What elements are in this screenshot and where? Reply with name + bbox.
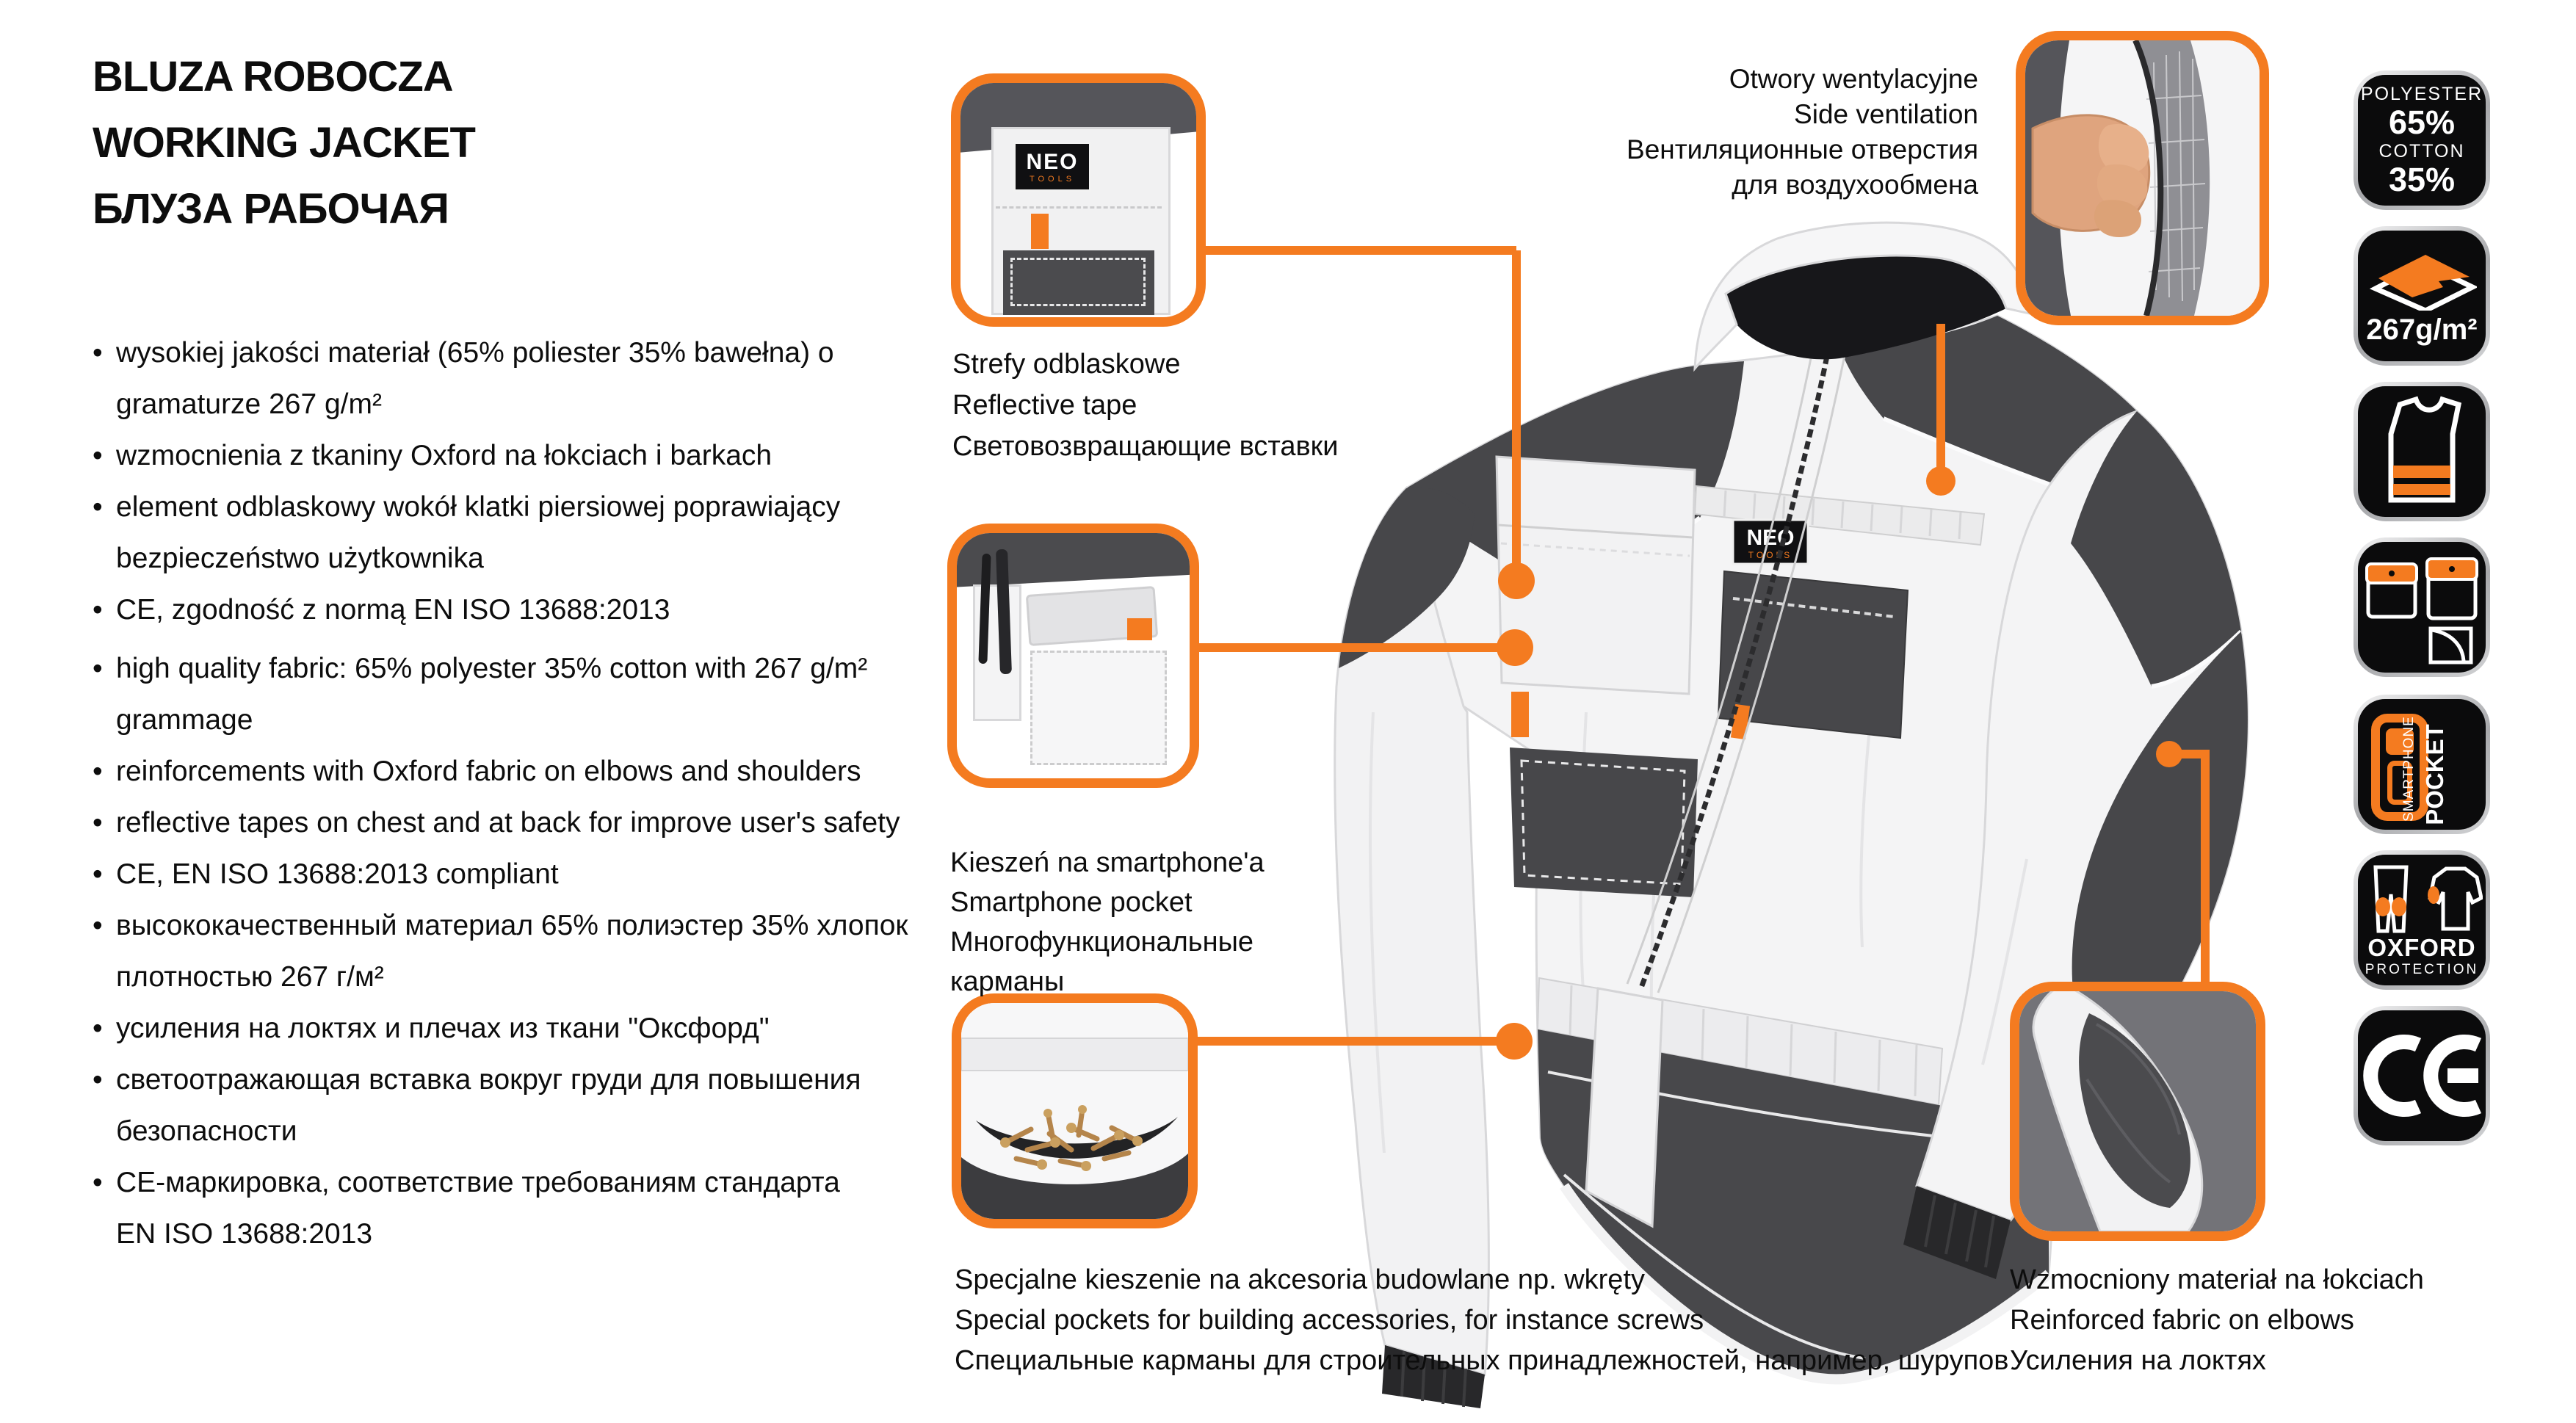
composition-material-2: COTTON [2378, 141, 2465, 162]
connector-reflective-h [1206, 246, 1516, 255]
feature-line: • высококачественный материал 65% полиэстер 35% хлопок [93, 900, 908, 952]
feature-line: • reflective tapes on chest and at back for improve user's safety [93, 797, 900, 849]
smartphone-badge-text [2401, 699, 2486, 830]
feature-line: • wzmocnienia z tkaniny Oxford na łokciach i barkach [93, 430, 840, 482]
feature-line: • element odblaskowy wokół klatki piersiowej poprawiający [93, 482, 840, 533]
badge-grammage [2354, 226, 2490, 366]
badge-composition [2354, 70, 2490, 210]
label-screws [955, 1260, 2008, 1381]
dark-patch-stitch [1010, 258, 1146, 306]
callout-screws-pocket [952, 993, 1198, 1228]
ce-mark-icon [2361, 1032, 2483, 1120]
badge-ce [2354, 1006, 2490, 1145]
features-english [93, 643, 900, 900]
smartphone-text-1: SMARTPHONE [2401, 716, 2417, 822]
feature-line: • CE-маркировка, соответствие требованиям стандарта [93, 1157, 908, 1209]
label-line-ru: Световозвращающие вставки [952, 431, 1339, 462]
label-line-ru: карманы [950, 966, 1065, 997]
neo-label-tools: TOOLS [1029, 175, 1076, 184]
label-line-ru: Многофункциональные [950, 927, 1254, 957]
smartphone-pocket-icon [2371, 714, 2428, 821]
oxford-text-1: OXFORD [2367, 934, 2476, 961]
oxford-text-2: PROTECTION [2365, 962, 2479, 977]
features-polish [93, 327, 840, 636]
feature-line: EN ISO 13688:2013 [116, 1218, 373, 1250]
label-line-en: Special pockets for building accessories, for instance screws [955, 1305, 1704, 1336]
label-line-ru: Специальные карманы для строительных принадлежностей, например, шурупов [955, 1345, 2009, 1376]
label-line-pl: Kieszeń na smartphone'a [950, 847, 1265, 878]
label-reflective [952, 344, 1339, 467]
label-line-en: Reflective tape [952, 390, 1137, 421]
label-elbows [2010, 1260, 2424, 1381]
feature-line: • high quality fabric: 65% polyester 35% cotton with 267 g/m² [93, 643, 900, 695]
fabric-sheet-icon [2367, 246, 2477, 311]
feature-line: • светоотражающая вставка вокруг груди для повышения [93, 1054, 908, 1106]
connector-elbow-v [2201, 754, 2210, 982]
connector-screws-h [1198, 1037, 1514, 1046]
smartphone-text-2: POCKET [2421, 724, 2449, 825]
neo-chest-tools: TOOLS [1748, 550, 1793, 560]
badge-vest-inner [2358, 386, 2486, 517]
feature-line: плотностью 267 г/м² [116, 961, 384, 993]
hand [2033, 115, 2149, 237]
feature-line: • reinforcements with Oxford fabric on elbows and shoulders [93, 746, 900, 797]
ventilation-scene [2025, 40, 2260, 316]
orange-tab [1511, 692, 1529, 737]
label-line-en: Reinforced fabric on elbows [2010, 1305, 2354, 1336]
anchor-dot-smartphone [1497, 629, 1533, 666]
label-line-pl: Wzmocniony materiał na łokciach [2010, 1264, 2424, 1295]
badge-composition-inner [2358, 75, 2486, 206]
neo-chest-text: NEO [1746, 526, 1795, 550]
neo-label [1013, 142, 1091, 192]
pockets-icon [2359, 546, 2484, 668]
title-line-ru: БЛУЗА РАБОЧАЯ [93, 185, 449, 233]
label-line-pl: Otwory wentylacyjne [1729, 64, 1978, 94]
hem-placket [1586, 988, 1663, 1226]
badge-oxford-inner [2358, 855, 2486, 985]
reflective-vest-icon [2375, 396, 2469, 507]
label-line-pl: Specjalne kieszenie na akcesoria budowlane np. wkręty [955, 1264, 1645, 1295]
elbow-scene [2019, 991, 2256, 1231]
feature-line: • CE, EN ISO 13688:2013 compliant [93, 849, 900, 900]
composition-pct-2: 35% [2388, 161, 2456, 198]
label-ventilation [1391, 62, 1978, 203]
composition-pct-1: 65% [2388, 104, 2456, 141]
callout-chest-pocket [951, 73, 1206, 327]
neo-label-text: NEO [1026, 150, 1079, 174]
connector-vent-v [1936, 324, 1945, 481]
label-line-ru: Усиления на локтях [2010, 1345, 2266, 1376]
feature-line: bezpieczeństwo użytkownika [116, 543, 484, 574]
badge-pockets [2354, 537, 2490, 677]
badge-smartphone-pocket [2354, 695, 2490, 834]
label-smartphone [950, 843, 1265, 1002]
label-line-pl: Strefy odblaskowe [952, 349, 1181, 380]
feature-line: • wysokiej jakości materiał (65% poliester 35% bawełna) o [93, 327, 840, 379]
feature-line: grammage [116, 704, 253, 736]
feature-line: • CE, zgodność z normą EN ISO 13688:2013 [93, 584, 840, 636]
anchor-dot-reflective [1498, 562, 1535, 599]
anchor-dot-vent [1926, 466, 1955, 496]
connector-reflective-v [1512, 250, 1521, 581]
badge-oxford [2354, 850, 2490, 990]
page-title [93, 44, 475, 242]
composition-material-1: POLYESTER [2360, 84, 2483, 104]
grammage-value: 267g/m² [2366, 313, 2478, 346]
badge-ce-inner [2358, 1010, 2486, 1141]
connector-smartphone-h [1199, 643, 1515, 652]
orange-tab [1031, 214, 1049, 249]
title-line-en: WORKING JACKET [93, 119, 475, 167]
feature-line: gramaturze 267 g/m² [116, 388, 382, 420]
smartphone-pocket-stitch [1030, 651, 1167, 765]
badge-grammage-inner [2358, 231, 2486, 361]
title-line-pl: BLUZA ROBOCZA [93, 53, 453, 101]
label-line-ru: для воздухообмена [1732, 170, 1978, 200]
callout-side-ventilation [2016, 31, 2269, 325]
screws-scene [961, 1003, 1188, 1219]
feature-line: • усиления на локтях и плечах из ткани "Оксфорд" [93, 1003, 908, 1054]
callout-smartphone-pocket [947, 524, 1199, 788]
anchor-dot-screws [1496, 1023, 1533, 1060]
callout-elbow [2010, 982, 2265, 1241]
feature-line: безопасности [116, 1115, 297, 1147]
badge-reflective-vest [2354, 382, 2490, 521]
badge-smartphone-inner [2358, 699, 2486, 830]
badge-pockets-inner [2358, 542, 2486, 673]
oxford-garments-icon [2361, 861, 2483, 935]
orange-tab [1127, 618, 1152, 640]
label-line-en: Side ventilation [1794, 99, 1978, 129]
label-line-ru: Вентиляционные отверстия [1627, 134, 1978, 164]
flap-stitch [996, 206, 1162, 209]
features-russian [93, 900, 908, 1260]
label-line-en: Smartphone pocket [950, 887, 1193, 918]
